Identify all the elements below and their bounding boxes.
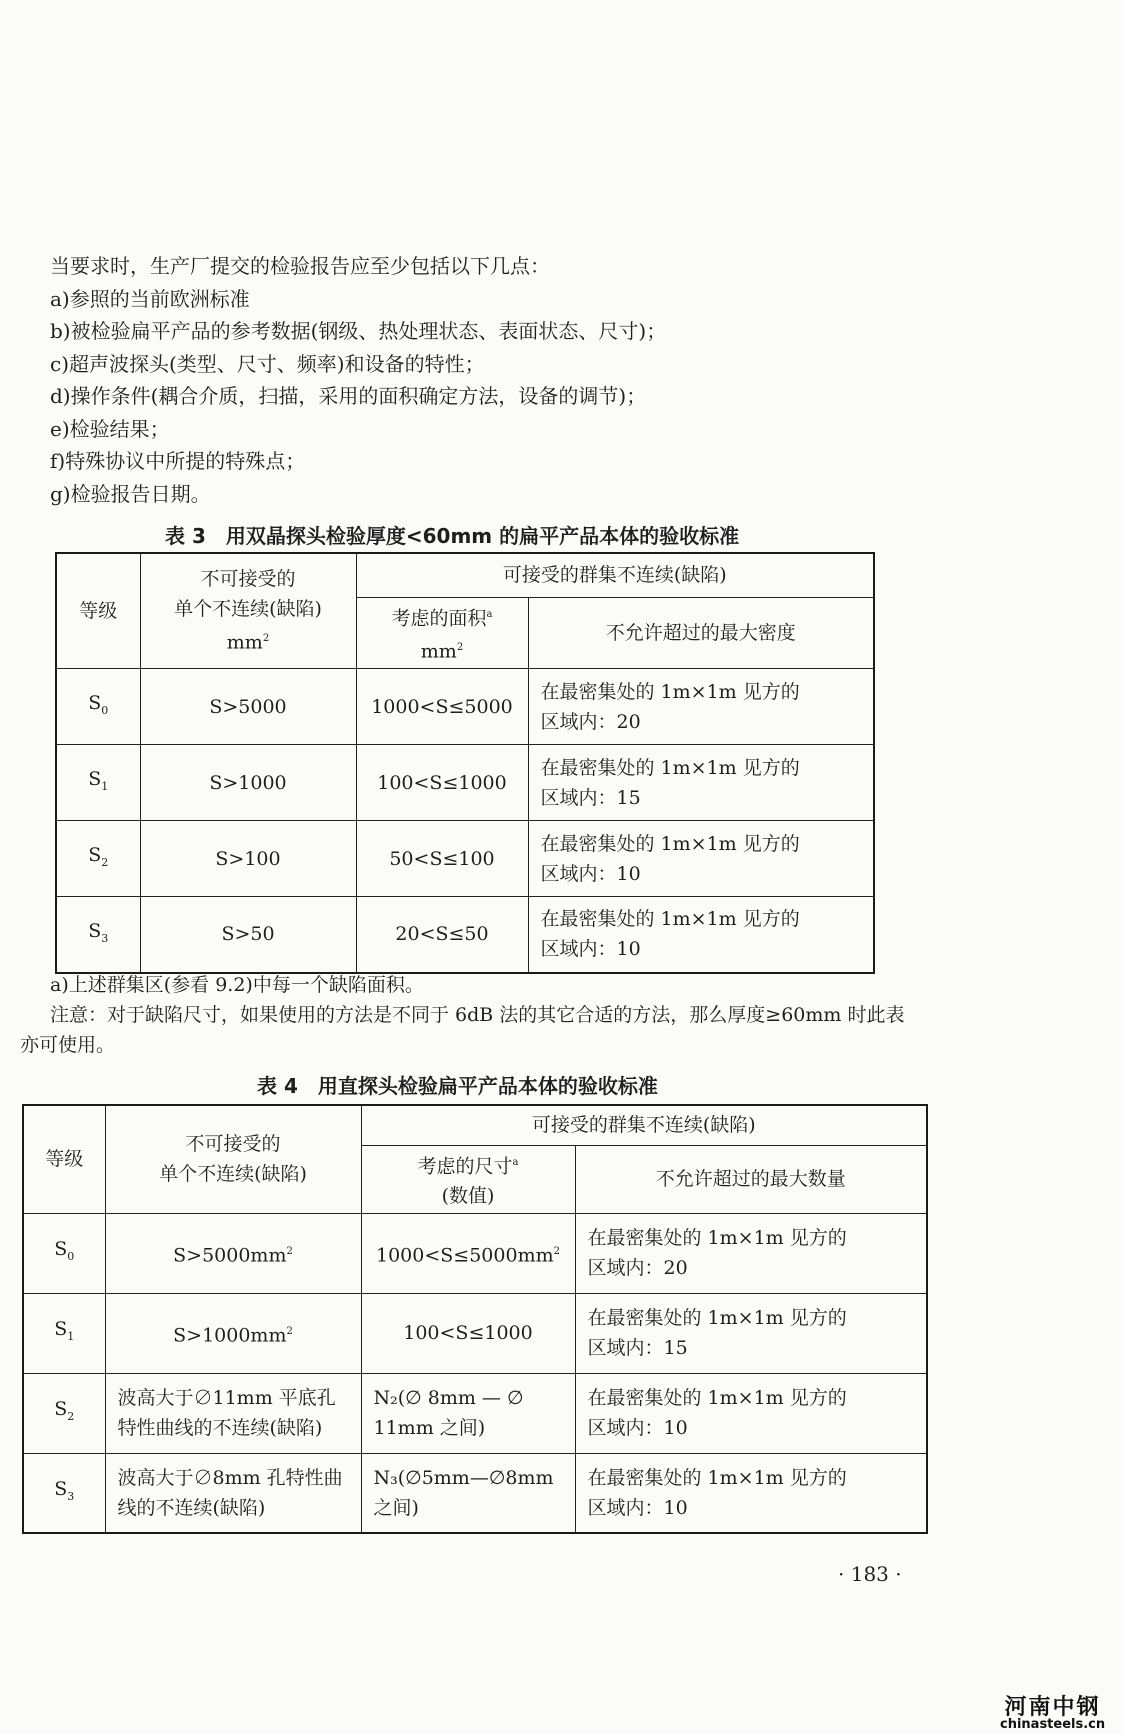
table3 [55,552,875,974]
grade-cell [23,1373,105,1453]
intro-item-b: b)被检验扁平产品的参考数据(钢级、热处理状态、表面状态、尺寸)； [50,319,667,343]
count-line2: 区域内：20 [587,1257,688,1280]
watermark-line1: 河南中钢 [1004,1695,1101,1720]
grade-letter: S [54,1318,68,1341]
table4-header-single [105,1105,361,1213]
table-row [23,1213,927,1293]
grade-letter: S [88,691,102,714]
count-line1: 在最密集处的 1m×1m 见方的 [587,1227,847,1250]
grade-letter: S [54,1398,68,1421]
intro-item-f: f)特殊协议中所提的特殊点； [50,449,306,473]
grade-cell [56,745,140,821]
intro-item-d: d)操作条件(耦合介质，扫描，采用的面积确定方法，设备的调节)； [50,384,647,408]
single-text: S>1000mm [173,1323,287,1346]
density-cell [528,669,874,745]
count-cell [575,1213,927,1293]
intro-item-a: a)参照的当前欧洲标准 [50,286,250,311]
density-line1: 在最密集处的 1m×1m 见方的 [540,832,800,855]
table3-header-density: 不允许超过的最大密度 [528,597,874,669]
table3-header-area [356,597,528,669]
single-cell: 波高大于∅11mm 平底孔特性曲线的不连续(缺陷) [105,1373,361,1453]
density-cell [528,821,874,897]
density-line1: 在最密集处的 1m×1m 见方的 [540,680,800,703]
count-line1: 在最密集处的 1m×1m 见方的 [587,1307,847,1330]
grade-letter: S [88,919,102,942]
table3-footnote: a)上述群集区(参看 9.2)中每一个缺陷面积。 [50,974,424,996]
grade-cell [23,1293,105,1373]
single-cell: S>5000 [140,669,356,745]
table4-header-grade: 等级 [23,1105,105,1213]
count-line2: 区域内：15 [587,1337,688,1360]
table3-header-single [140,553,356,669]
intro-text [50,250,910,510]
grade-cell [56,897,140,973]
single-cell: S>100 [140,821,356,897]
watermark-logo [1000,1690,1105,1732]
grade-sub: 0 [101,703,109,717]
table3-header-grade: 等级 [56,553,140,669]
single-cell: S>1000 [140,745,356,821]
table-row [56,897,874,973]
table-row [23,1373,927,1453]
area-label: 考虑的面积 [391,606,487,629]
table3-header-single-line2: 单个不连续(缺陷) [174,598,322,621]
count-cell [575,1453,927,1533]
table3-header-single-line1: 不可接受的 [200,568,296,591]
single-cell [105,1293,361,1373]
size-sup: 2 [553,1245,560,1257]
table4 [22,1104,928,1534]
table-row [56,669,874,745]
single-cell: 波高大于∅8mm 孔特性曲线的不连续(缺陷) [105,1453,361,1533]
size-footnote: a [512,1156,519,1168]
size-label: 考虑的尺寸 [417,1154,513,1177]
table-row [23,1293,927,1373]
size-cell [361,1213,575,1293]
density-line2: 区域内：10 [540,862,641,885]
table4-header-size [361,1145,575,1213]
table4-header-single-line1: 不可接受的 [185,1133,281,1156]
density-line2: 区域内：20 [540,710,641,733]
single-cell [105,1213,361,1293]
table4-caption: 表 4 用直探头检验扁平产品本体的验收标准 [257,1074,658,1098]
count-line1: 在最密集处的 1m×1m 见方的 [587,1467,847,1490]
density-line2: 区域内：10 [540,938,641,961]
size-cell: N₂(∅ 8mm — ∅ 11mm 之间) [361,1373,575,1453]
area-footnote: a [486,608,493,620]
grade-letter: S [88,843,102,866]
density-cell [528,897,874,973]
size-cell [361,1293,575,1373]
grade-sub: 3 [67,1489,75,1503]
table3-header-group: 可接受的群集不连续(缺陷) [356,553,874,597]
watermark-line2: chinasteels.cn [1000,1717,1106,1732]
grade-cell [56,821,140,897]
intro-lead: 当要求时，生产厂提交的检验报告应至少包括以下几点： [50,254,550,278]
table3-caption: 表 3 用双晶探头检验厚度<60mm 的扁平产品本体的验收标准 [165,524,740,548]
grade-letter: S [88,767,102,790]
table3-header-single-unit [147,624,350,657]
grade-sub: 3 [101,931,109,945]
table-row [23,1453,927,1533]
table4-header-single-line2: 单个不连续(缺陷) [159,1163,307,1186]
area-unit-sup: 2 [456,641,464,653]
table4-header-group: 可接受的群集不连续(缺陷) [361,1105,927,1145]
table-row [56,821,874,897]
count-cell [575,1373,927,1453]
count-line2: 区域内：10 [587,1497,688,1520]
density-line1: 在最密集处的 1m×1m 见方的 [540,756,800,779]
grade-sub: 2 [67,1410,75,1424]
density-cell [528,745,874,821]
unit-sup: 2 [262,633,270,645]
size-cell: N₃(∅5mm—∅8mm 之间) [361,1453,575,1533]
grade-letter: S [54,1238,68,1261]
intro-item-g: g)检验报告日期。 [50,481,211,506]
count-cell [575,1293,927,1373]
page-number: · 183 · [838,1562,902,1586]
single-sup: 2 [286,1325,293,1337]
intro-item-e: e)检验结果； [50,416,170,441]
grade-sub: 1 [101,779,109,793]
range-cell: 50<S≤100 [356,821,528,897]
grade-sub: 1 [67,1330,75,1344]
range-cell: 1000<S≤5000 [356,669,528,745]
intro-item-c: c)超声波探头(类型、尺寸、频率)和设备的特性； [50,351,485,376]
count-line1: 在最密集处的 1m×1m 见方的 [587,1387,847,1410]
table3-note: 注意：对于缺陷尺寸，如果使用的方法是不同于 6dB 法的其它合适的方法，那么厚度≥60mm 时此表亦可使用。 [20,1004,905,1056]
single-cell: S>50 [140,897,356,973]
range-cell: 20<S≤50 [356,897,528,973]
size-text: 1000<S≤5000mm [376,1243,554,1266]
grade-sub: 2 [101,855,109,869]
single-text: S>5000mm [173,1243,287,1266]
area-unit: mm [420,640,457,663]
grade-letter: S [54,1478,68,1501]
grade-sub: 0 [67,1250,75,1264]
density-line1: 在最密集处的 1m×1m 见方的 [540,908,800,931]
table4-header-count: 不允许超过的最大数量 [575,1145,927,1213]
size-unit: (数值) [441,1184,495,1207]
grade-cell [23,1213,105,1293]
density-line2: 区域内：15 [540,786,641,809]
unit-text: mm [226,631,263,654]
grade-cell [56,669,140,745]
count-line2: 区域内：10 [587,1417,688,1440]
table-row [56,745,874,821]
range-cell: 100<S≤1000 [356,745,528,821]
size-text: 100<S≤1000 [403,1322,533,1345]
grade-cell [23,1453,105,1533]
single-sup: 2 [286,1245,293,1257]
